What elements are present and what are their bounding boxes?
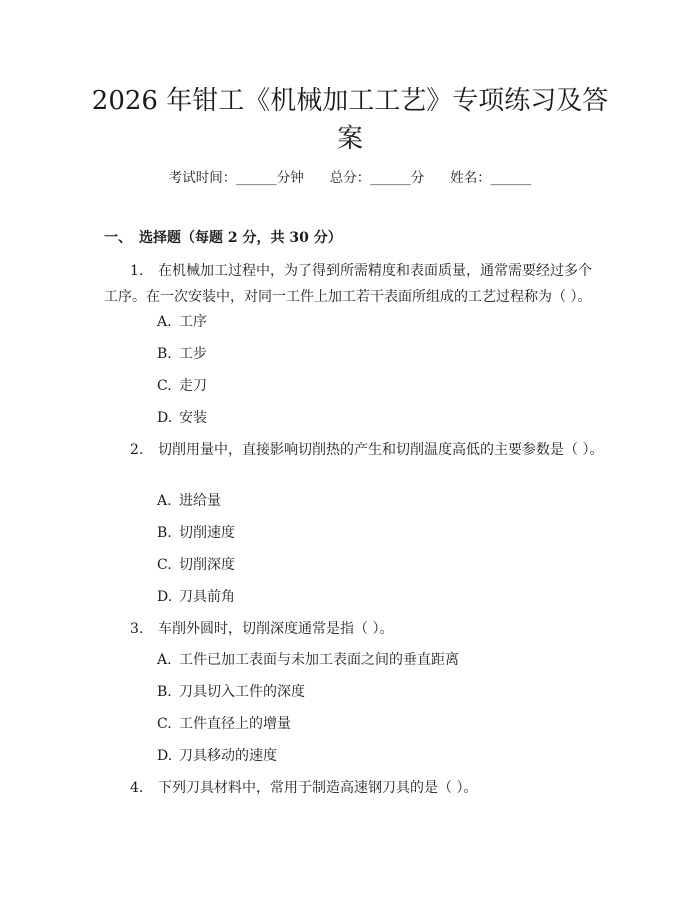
option-letter: B. xyxy=(157,684,172,700)
question-1-option-d xyxy=(157,408,207,428)
option-letter: A. xyxy=(157,493,172,509)
question-2 xyxy=(104,437,604,463)
total-score-field: 总分：______分 xyxy=(329,170,425,186)
question-1-option-c xyxy=(157,376,207,396)
option-letter: A. xyxy=(157,652,172,668)
section-title: 选择题（每题 2 分，共 30 分） xyxy=(139,230,342,246)
section-heading xyxy=(104,228,342,248)
option-letter: C. xyxy=(157,716,172,732)
question-number: 2. xyxy=(130,442,144,458)
option-text: 安装 xyxy=(179,410,207,426)
question-3-option-c xyxy=(157,714,291,734)
option-letter: B. xyxy=(157,346,172,362)
option-letter: D. xyxy=(157,589,173,605)
option-letter: C. xyxy=(157,378,172,394)
question-text: 切削用量中，直接影响切削热的产生和切削温度高低的主要参数是（ ）。 xyxy=(158,442,604,458)
question-2-option-d xyxy=(157,587,235,607)
question-3 xyxy=(104,616,604,642)
question-1-option-b xyxy=(157,344,207,364)
option-text: 进给量 xyxy=(179,493,221,509)
option-text: 走刀 xyxy=(179,378,207,394)
section-number: 一、 xyxy=(104,230,132,246)
option-letter: B. xyxy=(157,525,172,541)
exam-meta xyxy=(0,168,700,188)
question-3-option-b xyxy=(157,682,305,702)
option-letter: C. xyxy=(157,557,172,573)
question-text: 在机械加工过程中，为了得到所需精度和表面质量，通常需要经过多个工序。在一次安装中，对同一工件上加工若干表面所组成的工艺过程称为（ ）。 xyxy=(104,263,592,305)
option-text: 工序 xyxy=(179,314,207,330)
exam-time-field: 考试时间：______分钟 xyxy=(168,170,304,186)
question-2-option-c xyxy=(157,555,235,575)
question-number: 3. xyxy=(130,621,144,637)
question-3-option-d xyxy=(157,746,277,766)
question-3-option-a xyxy=(157,650,459,670)
option-text: 刀具切入工件的深度 xyxy=(179,684,305,700)
option-text: 工件直径上的增量 xyxy=(179,716,291,732)
question-number: 4. xyxy=(130,780,144,796)
student-name-field: 姓名：______ xyxy=(450,170,532,186)
option-text: 工步 xyxy=(179,346,207,362)
option-letter: D. xyxy=(157,410,173,426)
question-1 xyxy=(104,258,604,310)
question-number: 1. xyxy=(130,263,144,279)
option-text: 工件已加工表面与未加工表面之间的垂直距离 xyxy=(179,652,459,668)
option-text: 切削速度 xyxy=(179,525,235,541)
option-text: 刀具移动的速度 xyxy=(179,748,277,764)
document-title: 2026 年钳工《机械加工工艺》专项练习及答案 xyxy=(91,86,609,154)
option-text: 刀具前角 xyxy=(179,589,235,605)
option-letter: A. xyxy=(157,314,172,330)
question-1-option-a xyxy=(157,312,207,332)
question-2-option-b xyxy=(157,523,235,543)
option-text: 切削深度 xyxy=(179,557,235,573)
question-text: 车削外圆时，切削深度通常是指（ ）。 xyxy=(158,621,394,637)
question-4 xyxy=(104,775,604,801)
question-2-option-a xyxy=(157,491,221,511)
question-text: 下列刀具材料中，常用于制造高速钢刀具的是（ ）。 xyxy=(158,780,478,796)
option-letter: D. xyxy=(157,748,173,764)
